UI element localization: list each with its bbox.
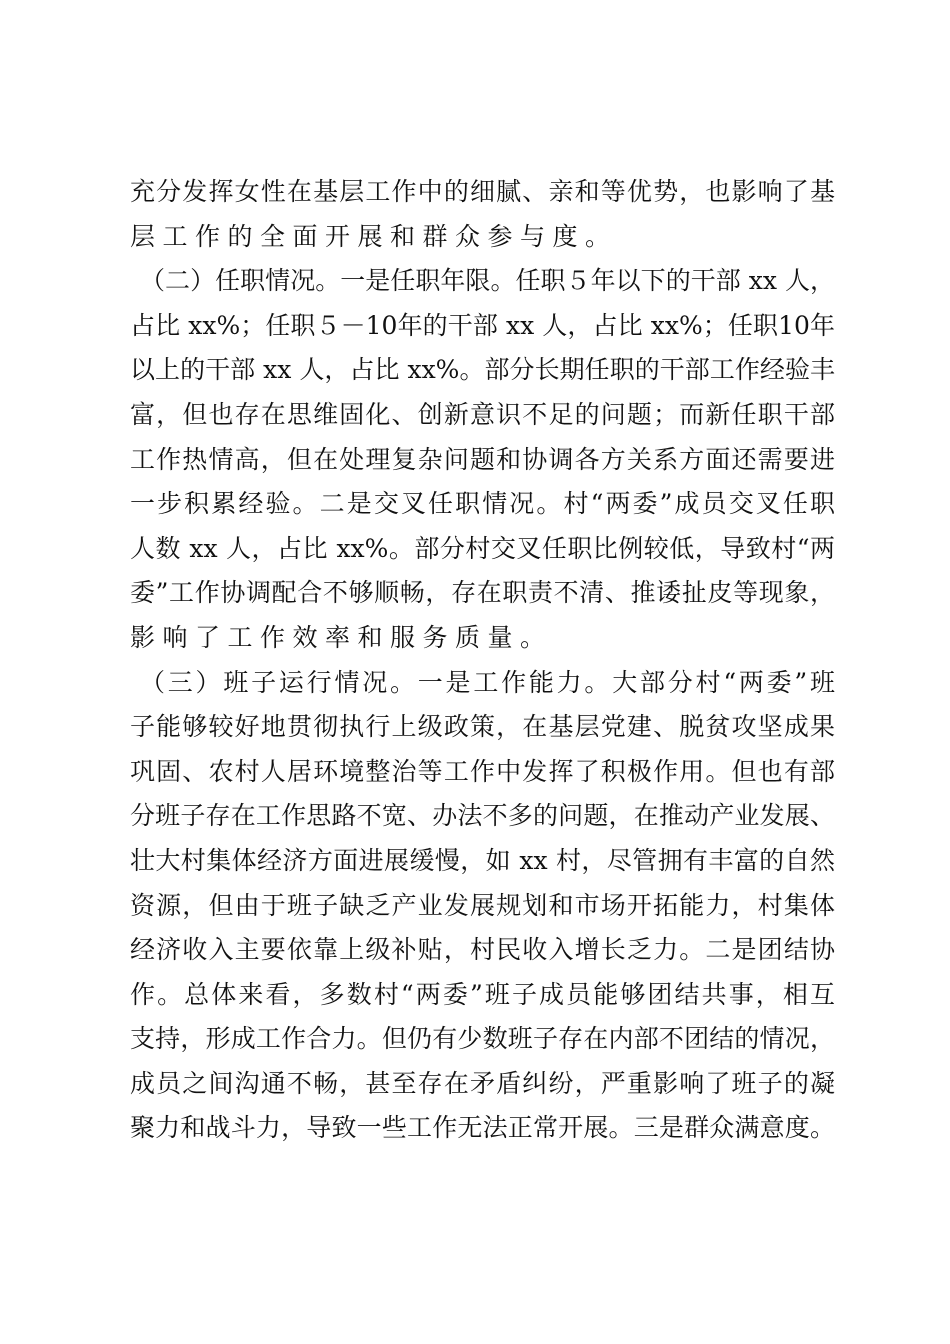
- text-line: 经济收入主要依靠上级补贴，村民收入增长乏力。二是团结协: [130, 935, 835, 965]
- text-line: 资源，但由于班子缺乏产业发展规划和市场开拓能力，村集体: [130, 890, 835, 920]
- text-line: 工作热情高，但在处理复杂问题和协调各方关系方面还需要进: [130, 444, 835, 474]
- paragraph-section-2-tenure: [130, 259, 835, 660]
- text-line: 富，但也存在思维固化、创新意识不足的问题；而新任职干部: [130, 399, 835, 429]
- text-line: 人数 xx 人，占比 xx%。部分村交叉任职比例较低，导致村“两: [130, 533, 835, 563]
- text-line: 巩固、农村人居环境整治等工作中发挥了积极作用。但也有部: [130, 756, 835, 786]
- text-line: 充分发挥女性在基层工作中的细腻、亲和等优势，也影响了基: [130, 177, 835, 206]
- text-line: 壮大村集体经济方面进展缓慢，如 xx 村，尽管拥有丰富的自然: [130, 845, 835, 875]
- paragraph-continuation: [130, 170, 835, 259]
- text-line: 一步积累经验。二是交叉任职情况。村“两委”成员交叉任职: [130, 489, 835, 519]
- document-body: [130, 170, 835, 1151]
- text-line: 占比 xx%；任职５－10年的干部 xx 人，占比 xx%；任职10年: [130, 310, 835, 340]
- text-line: 聚力和战斗力，导致一些工作无法正常开展。三是群众满意度。: [130, 1113, 835, 1143]
- text-line: 影响了工作效率和服务质量。: [130, 622, 553, 652]
- text-line: 以上的干部 xx 人，占比 xx%。部分长期任职的干部工作经验丰: [130, 355, 835, 385]
- paragraph-section-3-team-operation: [130, 661, 835, 1152]
- section-heading-line: （二）任职情况。一是任职年限。任职５年以下的干部 xx 人，: [140, 266, 835, 296]
- text-line: 成员之间沟通不畅，甚至存在矛盾纠纷，严重影响了班子的凝: [130, 1068, 835, 1098]
- section-heading-line: （三）班子运行情况。一是工作能力。大部分村“两委”班: [140, 667, 835, 697]
- text-line: 委”工作协调配合不够顺畅，存在职责不清、推诿扯皮等现象，: [130, 578, 835, 608]
- text-line: 分班子存在工作思路不宽、办法不多的问题，在推动产业发展、: [130, 801, 835, 831]
- text-line: 作。总体来看，多数村“两委”班子成员能够团结共事，相互: [130, 979, 835, 1009]
- text-line: 子能够较好地贯彻执行上级政策，在基层党建、脱贫攻坚成果: [130, 712, 835, 742]
- text-line: 层工作的全面开展和群众参与度。: [130, 221, 618, 251]
- text-line: 支持，形成工作合力。但仍有少数班子存在内部不团结的情况，: [130, 1024, 835, 1054]
